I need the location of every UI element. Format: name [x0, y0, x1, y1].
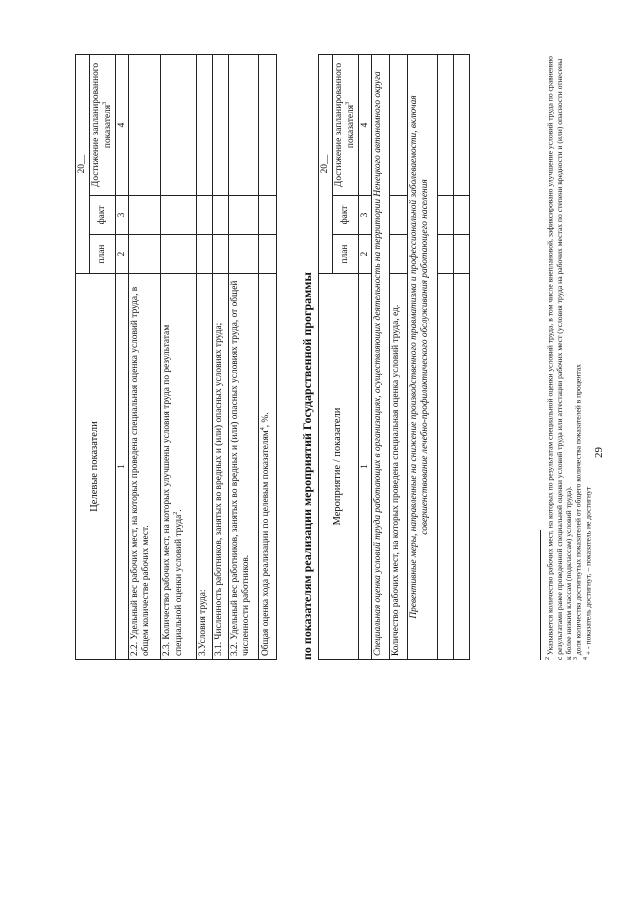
section-title: по показателям реализации мероприятий Государственной программы: [300, 272, 314, 660]
activity-section-label: Превентивные меры, направленные на снижение производственного травматизма и профессиональной заболеваемости, включая совершенствование лечебно-профилактического обслуживания работающего населения: [408, 54, 438, 659]
table-row: [372, 54, 390, 659]
indicator-label: 2.3. Количество рабочих мест, на которых улучшены условия труда по результатам специальной оценки условий труда$^2$.: [161, 274, 197, 660]
header-plan: план: [332, 235, 358, 274]
table-row: [129, 54, 161, 659]
header-year: 20__: [76, 54, 90, 273]
footnote: $^4$ + - показатель достигнут, – показатель не достигнут: [582, 486, 593, 660]
table-row: [408, 54, 438, 659]
activity-item-label: Количество рабочих мест, на которых проведена специальная оценка условий труда, ед.: [390, 274, 408, 660]
footnote-divider: [540, 530, 541, 660]
footnote: $^3$ доля количества достигнутых показателей от общего количества показателей в процентах: [572, 364, 583, 660]
target-indicators-table: [75, 54, 277, 660]
column-number: 3: [358, 196, 372, 235]
table-row: [213, 54, 229, 659]
indicator-label: Общая оценка хода реализации по целевым показателям$^4$, %.: [259, 274, 277, 660]
header-fact: факт: [89, 196, 115, 235]
column-number-row: [115, 54, 129, 659]
activity-section-label: Специальная оценка условий труда работающих в организациях, осуществляющих деятельность на территории Ненецкого автономного округа: [372, 54, 390, 659]
page-number: 29: [593, 447, 605, 458]
table-row: [454, 54, 470, 659]
program-activities-table: [318, 54, 470, 660]
table-header-row: [76, 54, 90, 659]
column-number: 1: [115, 274, 129, 660]
header-plan: план: [89, 235, 115, 274]
header-achievement: Достижение запланированного показателя$^3$: [89, 54, 115, 195]
footnote: $^2$ Указывается количество рабочих мест, на которых по результатам специальной оценки условий труда, в том числе внеплановой, зафиксировано улучшение условий труда по сравнению с результатами ранее проведенной специальной оценки условий труда или аттестации рабочих мест (условия труда на рабочих местах по степени вредности и (или) опасности отнесены к более низким классам (подклассам) условий труда).: [545, 56, 573, 660]
indicator-label: 2.2. Удельный вес рабочих мест, на которых проведена специальная оценка условий труда, в общем количестве рабочих мест.: [129, 274, 161, 660]
indicator-label: 3.1. Численность работников, занятых во вредных и (или) опасных условиях труда;: [213, 274, 229, 660]
column-number: 4: [115, 54, 129, 195]
indicator-label: 3.2. Удельный вес работников, занятых во вредных и (или) опасных условиях труда, от общей численности работников.: [229, 274, 259, 660]
table-row: [197, 54, 213, 659]
header-target-indicators: Целевые показатели: [76, 274, 116, 660]
header-achievement: Достижение запланированного показателя$^3$: [332, 54, 358, 195]
header-fact: факт: [332, 196, 358, 235]
table-header-row: [319, 54, 333, 659]
table-row: [161, 54, 197, 659]
column-number: 4: [358, 54, 372, 195]
header-activity-indicators: Мероприятие / показатели: [319, 274, 359, 660]
table-row: [390, 54, 408, 659]
column-number: 2: [358, 235, 372, 274]
header-year: 20__: [319, 54, 333, 273]
footnotes: [545, 55, 592, 660]
column-number-row: [358, 54, 372, 659]
table-row: [229, 54, 259, 659]
table-row: [259, 54, 277, 659]
table-row: [438, 54, 454, 659]
column-number: 1: [358, 274, 372, 660]
column-number: 2: [115, 235, 129, 274]
column-number: 3: [115, 196, 129, 235]
indicator-label: 3.Условия труда:: [197, 274, 213, 660]
